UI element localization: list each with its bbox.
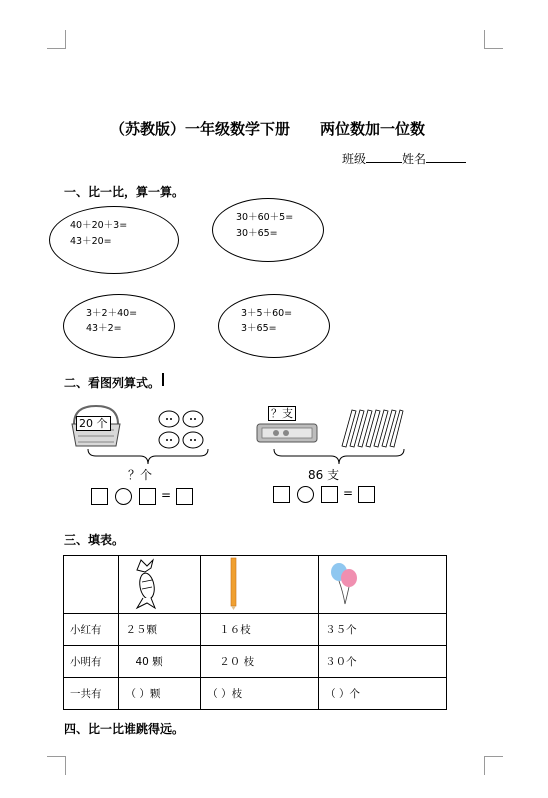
table-row <box>64 646 447 678</box>
balloon-icon <box>325 556 435 610</box>
class-field[interactable] <box>366 150 402 163</box>
right-operator-circle[interactable] <box>297 486 314 503</box>
right-answer-box-2[interactable] <box>321 486 338 503</box>
pencil-box-picture <box>256 420 318 444</box>
row-pencil-value: ２０ 枝 <box>201 646 319 678</box>
section1-heading: 一、比一比，算一算。 <box>64 185 185 199</box>
row-label: 小红有 <box>64 614 119 646</box>
calc-group-2-line1: 30＋60＋5= <box>236 212 294 223</box>
section4-heading: 四、比一比谁跳得远。 <box>64 722 185 736</box>
crop-mark-bottom-right <box>484 756 503 775</box>
right-answer-box-3[interactable] <box>358 486 375 503</box>
crop-mark-top-left <box>47 30 66 49</box>
left-operator-circle[interactable] <box>115 488 132 505</box>
fill-table <box>63 555 447 710</box>
name-label: 姓名 <box>402 152 427 166</box>
right-total-label: 86 支 <box>308 468 340 482</box>
calc-group-1-line2: 43＋20= <box>70 236 112 247</box>
pencil-icon <box>207 556 307 610</box>
calc-group-1-line1: 40＋20＋3= <box>70 220 128 231</box>
row-pencil-value: １６枝 <box>201 614 319 646</box>
candy-header-cell <box>119 556 201 614</box>
calc-group-4-line2: 3＋65= <box>241 323 277 334</box>
peaches-picture <box>156 410 208 450</box>
calc-group-3-line2: 43＋2= <box>86 323 122 334</box>
table-corner-cell <box>64 556 119 614</box>
page-title: （苏教版）一年级数学下册 两位数加一位数 <box>110 120 426 138</box>
left-answer-box-1[interactable] <box>91 488 108 505</box>
table-row <box>64 678 447 710</box>
row-pencil-answer[interactable]: （ ）枝 <box>201 678 319 710</box>
name-field[interactable] <box>426 150 466 163</box>
row-label: 一共有 <box>64 678 119 710</box>
left-brace <box>86 448 210 466</box>
crop-mark-top-right <box>484 30 503 49</box>
section3-heading: 三、填表。 <box>64 533 125 547</box>
row-candy-answer[interactable]: （ ）颗 <box>119 678 201 710</box>
text-cursor <box>162 373 164 386</box>
left-total-label: ？个 <box>128 468 153 482</box>
calc-group-3-line1: 3＋2＋40= <box>86 308 138 319</box>
row-candy-value: ２５颗 <box>119 614 201 646</box>
table-row <box>64 614 447 646</box>
left-answer-box-3[interactable] <box>176 488 193 505</box>
class-label: 班级 <box>342 152 367 166</box>
balloon-header-cell <box>319 556 447 614</box>
crop-mark-bottom-left <box>47 756 66 775</box>
right-brace <box>272 448 406 466</box>
table-header-row <box>64 556 447 614</box>
section2-heading: 二、看图列算式。 <box>64 376 161 390</box>
right-equals-sign: = <box>343 486 354 500</box>
pencils-picture <box>338 406 404 448</box>
row-balloon-answer[interactable]: （ ）个 <box>319 678 447 710</box>
student-info <box>342 150 466 167</box>
basket-label: 20 个 <box>76 416 111 431</box>
calc-group-4-line1: 3＋5＋60= <box>241 308 293 319</box>
calc-group-2-line2: 30＋65= <box>236 228 278 239</box>
row-balloon-value: ３５个 <box>319 614 447 646</box>
left-answer-box-2[interactable] <box>139 488 156 505</box>
candy-icon <box>125 556 185 610</box>
left-equals-sign: = <box>161 488 172 502</box>
row-candy-value: 40 颗 <box>119 646 201 678</box>
row-label: 小明有 <box>64 646 119 678</box>
row-balloon-value: ３０个 <box>319 646 447 678</box>
pencil-box-label: ？支 <box>268 406 296 421</box>
pencil-header-cell <box>201 556 319 614</box>
right-answer-box-1[interactable] <box>273 486 290 503</box>
calc-group-1 <box>49 206 179 274</box>
